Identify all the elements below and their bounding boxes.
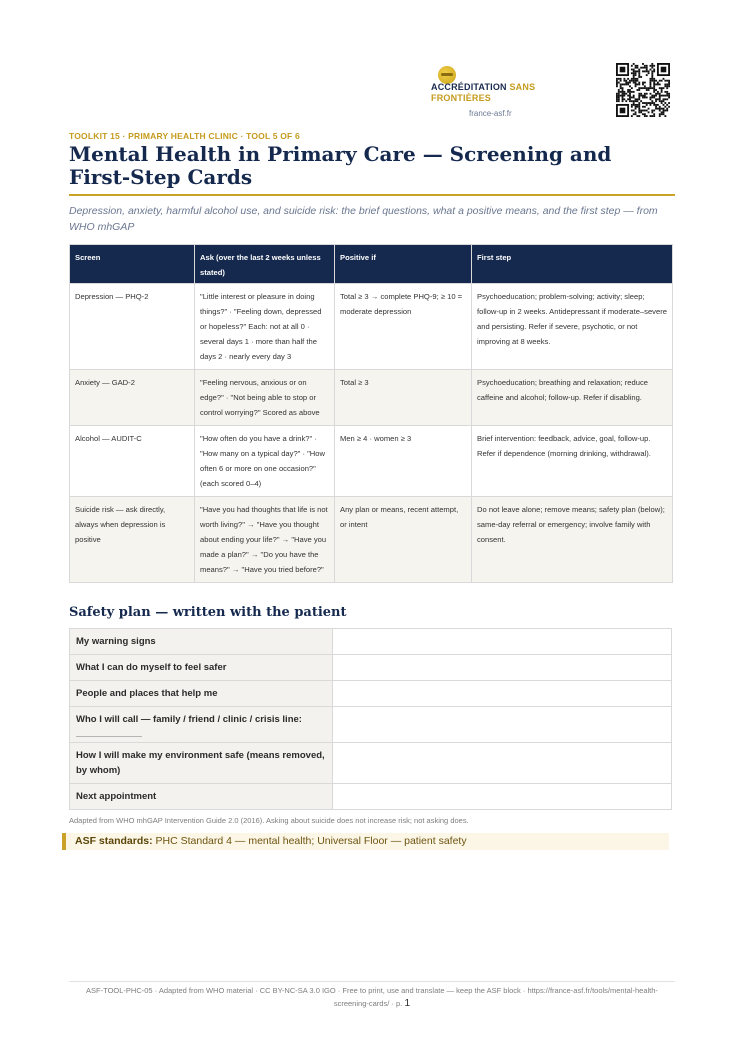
cell-positive: Men ≥ 4 · women ≥ 3: [335, 426, 472, 497]
cell-first-step: Brief intervention: feedback, advice, goal, follow-up. Refer if dependence (morning drinking, withdrawal).: [472, 426, 673, 497]
table-row: [70, 284, 673, 370]
cell-positive: Total ≥ 3 → complete PHQ-9; ≥ 10 = moderate depression: [335, 284, 472, 370]
safety-plan-row: [70, 655, 672, 681]
cell-screen: Anxiety — GAD-2: [70, 370, 195, 426]
cell-positive: Total ≥ 3: [335, 370, 472, 426]
brand-name: ACCRÉDITATION SANS FRONTIÈRES: [431, 82, 536, 103]
safety-plan-table: [69, 628, 672, 810]
cell-first-step: Psychoeducation; breathing and relaxation; reduce caffeine and alcohol; follow-up. Refer if disabling.: [472, 370, 673, 426]
safety-plan-label: What I can do myself to feel safer: [70, 655, 333, 681]
safety-plan-label: People and places that help me: [70, 681, 333, 707]
cell-screen: Suicide risk — ask directly, always when depression is positive: [70, 497, 195, 583]
cell-positive: Any plan or means, recent attempt, or intent: [335, 497, 472, 583]
brand-block: [430, 64, 590, 120]
safety-plan-field[interactable]: [333, 655, 672, 681]
safety-plan-row: [70, 784, 672, 810]
screening-table: [69, 244, 673, 583]
column-header-positive: Positive if: [335, 245, 472, 284]
table-row: [70, 370, 673, 426]
standards-label: ASF standards:: [75, 835, 153, 847]
cell-first-step: Psychoeducation; problem-solving; activity; sleep; follow-up in 2 weeks. Antidepressant if moderate–severe and persisting. Refer if severe, psychotic, or not improving at 8 weeks.: [472, 284, 673, 370]
safety-plan-row: [70, 681, 672, 707]
asf-standards-callout: [62, 833, 669, 850]
column-header-ask: Ask (over the last 2 weeks unless stated): [195, 245, 335, 284]
safety-plan-field[interactable]: [333, 784, 672, 810]
cell-ask: "Little interest or pleasure in doing things?" · "Feeling down, depressed or hopeless?" Each: not at all 0 · several days 1 · more than half the days 2 · nearly every day 3: [195, 284, 335, 370]
safety-plan-heading: Safety plan — written with the patient: [69, 605, 347, 620]
cell-ask: "Feeling nervous, anxious or on edge?" · "Not being able to stop or control worrying?" Scored as above: [195, 370, 335, 426]
column-header-first-step: First step: [472, 245, 673, 284]
safety-plan-field[interactable]: [333, 629, 672, 655]
write-in-line[interactable]: [76, 727, 142, 737]
safety-plan-row: [70, 629, 672, 655]
footer-rule: [69, 981, 675, 982]
table-row: [70, 426, 673, 497]
page-footer: [69, 985, 675, 1010]
toolkit-kicker: TOOLKIT 15 · PRIMARY HEALTH CLINIC · TOOL 5 OF 6: [69, 131, 300, 141]
cell-screen: Alcohol — AUDIT-C: [70, 426, 195, 497]
safety-plan-field[interactable]: [333, 681, 672, 707]
safety-plan-row: [70, 707, 672, 743]
safety-plan-field[interactable]: [333, 743, 672, 784]
column-header-screen: Screen: [70, 245, 195, 284]
cell-first-step: Do not leave alone; remove means; safety plan (below); same-day referral or emergency; involve family with consent.: [472, 497, 673, 583]
cell-ask: "How often do you have a drink?" · "How many on a typical day?" · "How often 6 or more on one occasion?" (each scored 0–4): [195, 426, 335, 497]
page-number: 1: [404, 997, 411, 1009]
brand-url[interactable]: france-asf.fr: [469, 109, 512, 118]
safety-plan-label: How I will make my environment safe (means removed, by whom): [70, 743, 333, 784]
cell-ask: "Have you had thoughts that life is not worth living?" → "Have you thought about ending your life?" → "Have you made a plan?" → "Do you have the means?" → "Have you tried before?": [195, 497, 335, 583]
safety-plan-label: My warning signs: [70, 629, 333, 655]
footer-text: ASF-TOOL-PHC-05 · Adapted from WHO material · CC BY-NC-SA 3.0 IGO · Free to print, use and translate — keep the ASF block · https://france-asf.fr/tools/mental-health-screening-cards/ · p.: [86, 986, 658, 1008]
qr-code-icon[interactable]: [616, 63, 670, 117]
standards-text: PHC Standard 4 — mental health; Universal Floor — patient safety: [152, 835, 467, 847]
cell-screen: Depression — PHQ-2: [70, 284, 195, 370]
safety-plan-field[interactable]: [333, 707, 672, 743]
safety-plan-label-with-blank: [70, 707, 333, 743]
title-rule: [69, 194, 675, 196]
safety-plan-row: [70, 743, 672, 784]
table-row: [70, 497, 673, 583]
safety-plan-label: Who I will call — family / friend / clinic / crisis line:: [76, 714, 302, 725]
page-title: Mental Health in Primary Care — Screening and First-Step Cards: [69, 142, 612, 189]
safety-plan-label: Next appointment: [70, 784, 333, 810]
page-subtitle: Depression, anxiety, harmful alcohol use, and suicide risk: the brief questions, what a positive means, and the first step — from WHO mhGAP: [69, 205, 658, 233]
table-header-row: [70, 245, 673, 284]
source-note: Adapted from WHO mhGAP Intervention Guide 2.0 (2016). Asking about suicide does not increase risk; not asking does.: [69, 816, 469, 825]
